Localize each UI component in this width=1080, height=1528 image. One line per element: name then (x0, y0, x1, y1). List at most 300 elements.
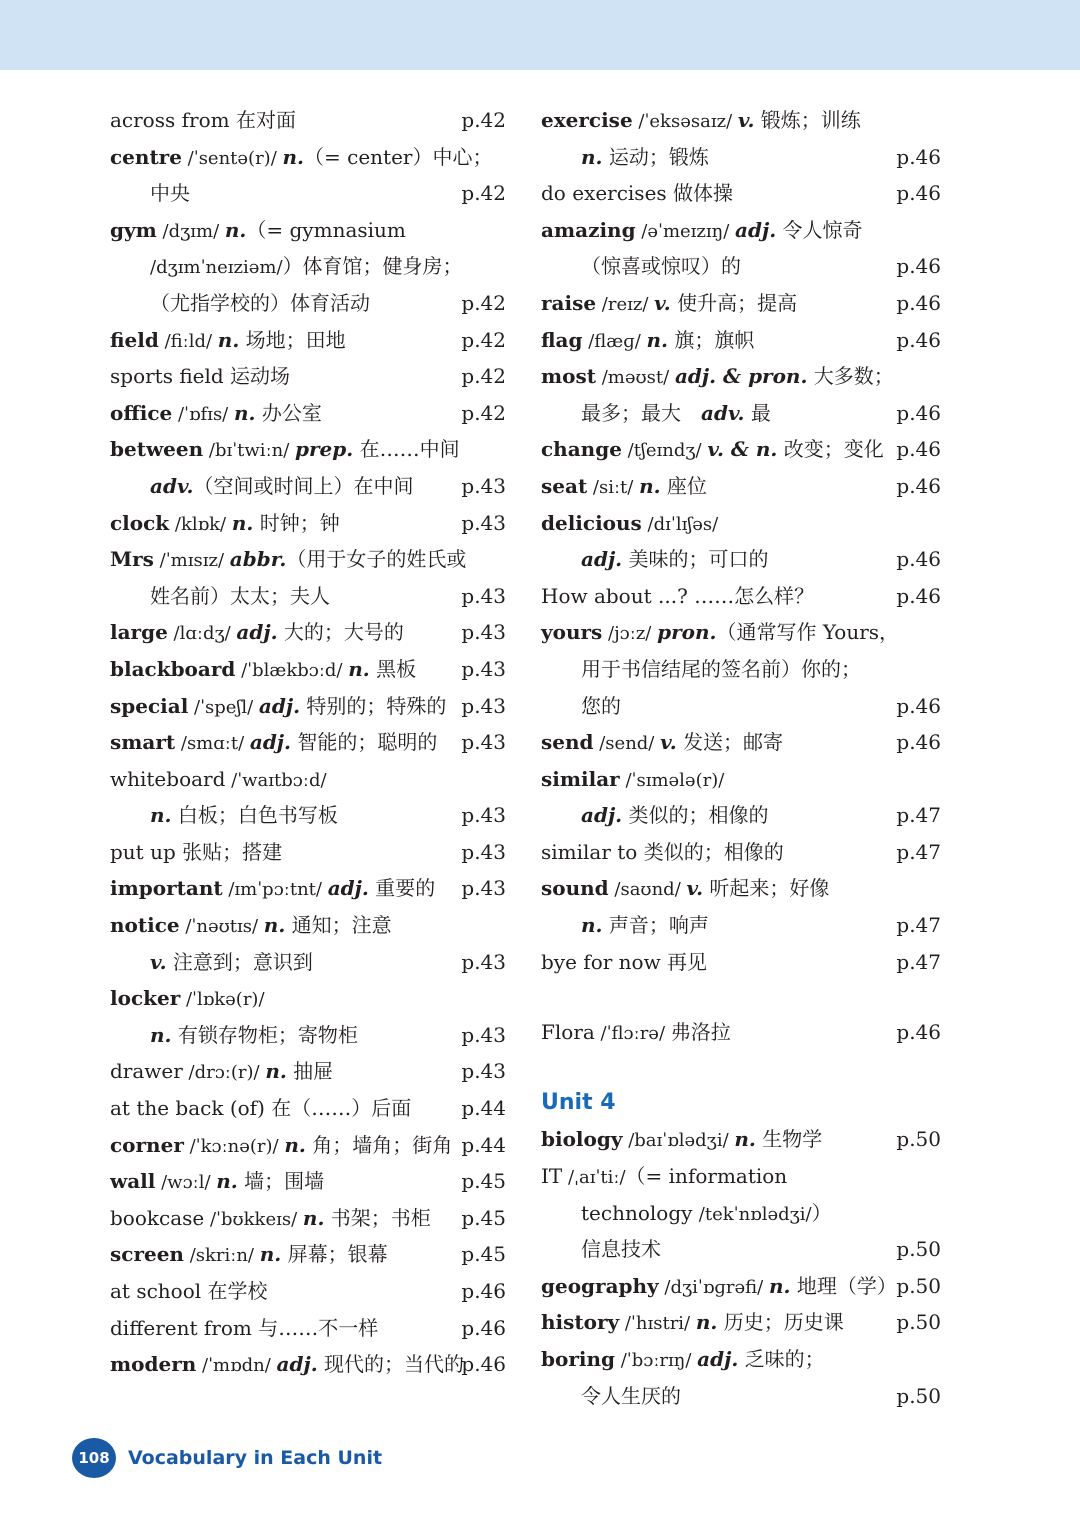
vocab-entry (110, 980, 510, 1017)
headword: modern (110, 1352, 197, 1377)
vocab-entry (110, 1163, 510, 1200)
entry-text (110, 614, 404, 653)
headword: sound (541, 876, 609, 901)
entry-continuation-line (110, 797, 510, 834)
part-of-speech: n. (265, 1059, 287, 1084)
headword: similar to (541, 839, 638, 864)
headword: similar (541, 766, 620, 791)
definition: 在对面 (229, 108, 296, 132)
definition: 发送；邮寄 (676, 730, 784, 755)
definition: 抽屉 (286, 1059, 334, 1084)
phonetic: /ˈflɔːrə/ (594, 1023, 671, 1045)
page-ref: p.43 (461, 510, 506, 535)
definition: 张贴；搭建 (175, 839, 283, 864)
entry-continuation-line (541, 395, 941, 432)
definition: 在……中间 (353, 437, 460, 462)
phonetic: /drɔː(r)/ (182, 1062, 266, 1084)
part-of-speech: n. (768, 1273, 791, 1298)
entry-text (541, 212, 863, 251)
headword: drawer (110, 1059, 183, 1084)
phonetic: /dʒɪmˈneɪziəm/ (150, 257, 283, 279)
definition: 地理（学） (790, 1273, 897, 1298)
section-gap (541, 1051, 941, 1085)
part-of-speech: n. (581, 913, 603, 938)
page-ref: p.47 (896, 949, 941, 974)
definition: 使升高；提高 (670, 290, 798, 315)
entry-text (110, 1346, 464, 1385)
vocab-entry (541, 1121, 941, 1158)
part-of-speech: n. (695, 1310, 718, 1335)
page-ref: p.43 (461, 1022, 506, 1047)
vocab-entry (110, 358, 510, 395)
page-ref: p.42 (461, 290, 506, 315)
headword: flag (541, 327, 583, 352)
headword: whiteboard (110, 766, 226, 791)
entry-continuation-line (541, 1195, 941, 1232)
headword: smart (110, 730, 176, 755)
vocab-entry (541, 578, 941, 615)
phonetic: /ˈblækbɔːd/ (235, 659, 349, 681)
entry-text (110, 834, 282, 871)
vocab-entry (541, 724, 941, 761)
vocab-entry (541, 468, 941, 505)
definition: 书架；书柜 (324, 1205, 431, 1230)
entry-text (110, 102, 296, 139)
part-of-speech: adj. (327, 876, 369, 901)
part-of-speech: adj. (236, 620, 278, 645)
definition: 历史；历史课 (717, 1310, 844, 1335)
phonetic: /ˈspeʃl/ (188, 696, 259, 718)
definition: 有锁存物柜；寄物柜 (171, 1022, 358, 1047)
part-of-speech: n. (150, 1022, 172, 1047)
entry-text (541, 870, 829, 909)
page-ref: p.47 (896, 913, 941, 938)
headword: seat (541, 473, 588, 498)
unit-heading: Unit 4 (541, 1089, 616, 1115)
entry-text (541, 285, 797, 324)
phonetic: /ˈbɔːrɪŋ/ (614, 1350, 698, 1371)
entry-text (110, 651, 416, 690)
phonetic: /ˈɒfɪs/ (172, 403, 234, 425)
entry-text (541, 1341, 825, 1380)
definition: （用于女子的姓氏或 (286, 547, 467, 572)
phonetic: /saʊnd/ (608, 879, 687, 901)
running-title: Vocabulary in Each Unit (128, 1447, 383, 1469)
entry-text (110, 358, 290, 395)
page-footer (72, 1438, 382, 1478)
part-of-speech: adv. (150, 473, 194, 498)
definition: 改变；变化 (777, 437, 884, 462)
definition: （= gymnasium (246, 217, 406, 242)
entry-continuation-line (541, 1231, 941, 1268)
definition: 生物学 (755, 1127, 823, 1152)
part-of-speech: n. (639, 473, 661, 498)
vocab-entry (541, 1158, 941, 1195)
phonetic: /ˌaɪˈtiː/ (562, 1167, 626, 1189)
phonetic: /flæɡ/ (582, 330, 647, 352)
definition: （尤指学校的）体育活动 (150, 290, 370, 315)
vocab-entry (110, 651, 510, 688)
headword: corner (110, 1132, 184, 1157)
entry-text (541, 1195, 832, 1234)
page-ref: p.42 (461, 327, 506, 352)
definition: 信息技术 (581, 1237, 661, 1262)
phonetic: /wɔːl/ (155, 1172, 217, 1194)
headword: put up (110, 839, 176, 864)
page-ref: p.50 (896, 1237, 941, 1262)
headword: between (110, 437, 204, 462)
entry-text (541, 395, 771, 432)
part-of-speech: v. (654, 290, 671, 315)
entry-text (541, 1268, 897, 1307)
page-ref: p.50 (896, 1310, 941, 1335)
definition: 中央 (150, 181, 190, 206)
phonetic: /tʃeɪndʒ/ (621, 440, 708, 462)
vocab-entry (541, 944, 941, 981)
phonetic: /ˈbʊkkeɪs/ (204, 1208, 303, 1230)
phonetic: /fiːld/ (158, 330, 218, 352)
definition: 注意到；意识到 (166, 949, 313, 974)
definition: 大的；大号的 (277, 620, 404, 645)
phonetic: /dɪˈlɪʃəs/ (641, 513, 719, 535)
phonetic: /ˈkɔːnə(r)/ (183, 1135, 285, 1157)
page-ref: p.46 (896, 437, 941, 462)
part-of-speech: adj. (581, 803, 623, 828)
page-ref: p.50 (896, 1273, 941, 1298)
phonetic: /skriːn/ (183, 1245, 260, 1267)
entry-continuation-line (110, 248, 510, 285)
part-of-speech: n. (284, 1132, 306, 1157)
part-of-speech: adj. (735, 217, 777, 242)
headword: gym (110, 217, 157, 242)
definition: 在（……）后面 (264, 1096, 412, 1121)
phonetic: /send/ (593, 733, 661, 755)
entry-continuation-line (541, 907, 941, 944)
headword: IT (541, 1164, 563, 1189)
vocab-entry (110, 834, 510, 871)
definition: 美味的；可口的 (622, 547, 769, 572)
page-ref: p.46 (896, 583, 941, 608)
entry-text (110, 1200, 431, 1239)
headword: office (110, 400, 173, 425)
section-gap (541, 980, 941, 1014)
part-of-speech: adv. (701, 400, 745, 425)
part-of-speech: n. (282, 144, 305, 169)
headword: important (110, 876, 223, 901)
part-of-speech: n. (233, 400, 256, 425)
vocab-entry (541, 285, 941, 322)
definition: 类似的；相像的 (622, 803, 769, 828)
entry-text (110, 1090, 411, 1127)
page-ref: p.43 (461, 803, 506, 828)
phonetic: /bɪˈtwiːn/ (203, 440, 296, 462)
definition: （通常写作 Yours， (716, 620, 900, 645)
part-of-speech: n. (734, 1127, 756, 1152)
phonetic: /əˈmeɪzɪŋ/ (635, 220, 736, 242)
vocab-entry (541, 322, 941, 359)
phonetic: /ˈeksəsaɪz/ (632, 111, 738, 132)
entry-continuation-line (541, 688, 941, 725)
vocab-entry (110, 1127, 510, 1164)
page-ref: p.44 (461, 1096, 506, 1121)
entry-text (110, 870, 435, 909)
definition: 弗洛拉 (670, 1020, 731, 1045)
part-of-speech: adj. & pron. (674, 364, 808, 389)
vocab-entry (541, 212, 941, 249)
entry-continuation-line (110, 175, 510, 212)
page-ref: p.43 (461, 949, 506, 974)
definition: technology (581, 1200, 699, 1225)
definition: 您的 (581, 693, 621, 718)
headword: bookcase (110, 1205, 205, 1230)
page-ref: p.46 (896, 327, 941, 352)
phonetic: /məʊst/ (596, 367, 675, 389)
entry-text (541, 651, 861, 688)
part-of-speech: adj. (276, 1352, 318, 1377)
entry-text (110, 688, 446, 727)
definition: （惊喜或惊叹）的 (581, 254, 741, 279)
entry-text (541, 944, 707, 981)
vocab-entry (110, 322, 510, 359)
headword: across from (110, 108, 230, 132)
entry-continuation-line (110, 944, 510, 981)
entry-text (541, 1304, 844, 1343)
entry-text (541, 541, 769, 578)
headword: biology (541, 1127, 623, 1152)
page-ref: p.46 (896, 144, 941, 169)
headword: geography (541, 1273, 659, 1298)
entry-text (541, 1378, 681, 1415)
headword: boring (541, 1347, 615, 1371)
part-of-speech: adj. (249, 730, 292, 755)
phonetic: /dʒiˈɒɡrəfi/ (658, 1276, 769, 1298)
page-ref: p.46 (461, 1352, 506, 1377)
vocab-entry (541, 1014, 941, 1051)
vocab-entry (110, 1310, 510, 1347)
headword: at the back (of) (110, 1096, 265, 1121)
entry-text (541, 724, 783, 763)
phonetic: /ˈnəʊtɪs/ (179, 916, 264, 938)
entry-text (541, 431, 884, 470)
definition: 乏味的； (738, 1347, 825, 1371)
entry-text (110, 1236, 388, 1275)
phonetic: /ɪmˈpɔːtnt/ (222, 879, 328, 901)
vocab-entry (110, 505, 510, 542)
part-of-speech: adj. (581, 547, 623, 572)
phonetic: /ˈmɒdn/ (196, 1355, 277, 1377)
vocab-entry (541, 175, 941, 212)
definition: 做体操 (666, 181, 734, 206)
page-ref: p.50 (896, 1127, 941, 1152)
entry-text (110, 505, 340, 544)
part-of-speech: v. (737, 108, 755, 132)
vocab-entry (110, 761, 510, 798)
definition: 屏幕；银幕 (281, 1242, 388, 1267)
definition: 办公室 (255, 400, 322, 425)
headword: raise (541, 290, 597, 315)
page-ref: p.43 (461, 583, 506, 608)
entry-text (541, 614, 899, 653)
entry-text (541, 907, 709, 944)
phonetic: /siːt/ (587, 476, 640, 498)
phonetic: /ˈmɪsɪz/ (153, 550, 230, 572)
page-ref: p.47 (896, 839, 941, 864)
vocab-entry (541, 1341, 941, 1378)
phonetic: /baɪˈɒlədʒi/ (622, 1130, 735, 1152)
vocab-column-right (541, 102, 941, 1414)
entry-text (110, 797, 338, 834)
definition: （= information (625, 1164, 788, 1189)
page-ref: p.46 (896, 693, 941, 718)
page-ref: p.43 (461, 1059, 506, 1084)
page-ref: p.46 (896, 181, 941, 206)
page-ref: p.42 (461, 400, 506, 425)
definition: 特别的；特殊的 (300, 693, 447, 718)
part-of-speech: v. & n. (707, 437, 778, 462)
vocab-entry (110, 1236, 510, 1273)
part-of-speech: n. (263, 913, 286, 938)
headword: How about ...? (541, 583, 688, 608)
entry-text (110, 541, 466, 580)
page-ref: p.43 (461, 473, 506, 498)
part-of-speech: n. (302, 1205, 325, 1230)
entry-text (541, 358, 894, 397)
headword: bye for now (541, 949, 661, 974)
page-ref: p.43 (461, 620, 506, 645)
vocab-entry (110, 212, 510, 249)
entry-text (110, 1163, 324, 1202)
entry-continuation-line (541, 139, 941, 176)
definition: 听起来；好像 (703, 876, 830, 901)
part-of-speech: v. (660, 730, 677, 755)
entry-continuation-line (541, 248, 941, 285)
entry-text (110, 1127, 452, 1166)
phonetic: /ˈsentə(r)/ (181, 147, 283, 169)
page-ref: p.43 (461, 693, 506, 718)
vocab-entry (541, 102, 941, 139)
entry-continuation-line (541, 1378, 941, 1415)
definition: 令人惊奇 (776, 217, 863, 242)
entry-continuation-line (110, 1017, 510, 1054)
phonetic: /reɪz/ (596, 293, 655, 315)
vocab-entry (110, 139, 510, 176)
top-color-band (0, 0, 1080, 70)
vocab-entry (541, 1304, 941, 1341)
headword: Flora (541, 1020, 595, 1045)
entry-text (110, 944, 313, 981)
page-ref: p.46 (896, 547, 941, 572)
page-ref: p.46 (896, 1020, 941, 1045)
entry-text (110, 468, 414, 505)
entry-text (110, 761, 327, 800)
vocab-entry (541, 505, 941, 542)
part-of-speech: adj. (697, 1347, 739, 1371)
phonetic: /ˈhɪstri/ (619, 1313, 696, 1335)
part-of-speech: v. (150, 949, 167, 974)
definition: 通知；注意 (285, 913, 392, 938)
entry-text (541, 175, 733, 212)
part-of-speech: n. (259, 1242, 282, 1267)
entry-text (110, 1310, 378, 1347)
definition: 墙；围墙 (237, 1169, 325, 1194)
entry-continuation-line (541, 651, 941, 688)
page-ref: p.46 (896, 400, 941, 425)
entry-text (541, 139, 709, 176)
headword: at school (110, 1279, 202, 1303)
vocab-entry (541, 834, 941, 871)
entry-text (541, 322, 754, 361)
definition: 再见 (660, 949, 708, 974)
headword: centre (110, 144, 182, 169)
part-of-speech: n. (216, 1169, 238, 1194)
phonetic: /klɒk/ (169, 513, 232, 535)
part-of-speech: prep. (295, 437, 354, 462)
headword: blackboard (110, 656, 236, 681)
vocab-entry (110, 395, 510, 432)
entry-text (541, 1121, 822, 1160)
part-of-speech: abbr. (229, 547, 287, 572)
headword: screen (110, 1242, 184, 1267)
vocab-entry (110, 688, 510, 725)
vocab-entry (110, 431, 510, 468)
entry-text (110, 395, 322, 434)
vocab-entry (110, 724, 510, 761)
definition: 旗；旗帜 (668, 327, 755, 352)
phonetic: /ˈlɒkə(r)/ (180, 989, 265, 1011)
entry-text (541, 1231, 661, 1268)
entry-text (110, 212, 406, 251)
vocab-entry (541, 358, 941, 395)
vocab-entry (541, 870, 941, 907)
definition: 用于书信结尾的签名前）你的； (581, 656, 861, 681)
page-ref: p.46 (461, 1315, 506, 1340)
definition: 重要的 (368, 876, 436, 901)
entry-text (541, 797, 769, 834)
headword: notice (110, 913, 180, 938)
entry-text (110, 1273, 268, 1310)
part-of-speech: adj. (258, 693, 301, 718)
entry-text (110, 907, 392, 946)
page-ref: p.46 (896, 290, 941, 315)
entry-continuation-line (110, 578, 510, 615)
page-number-badge: 108 (72, 1438, 116, 1478)
vocab-entry (110, 1090, 510, 1127)
vocab-entry (541, 761, 941, 798)
headword: sports field (110, 364, 224, 389)
definition: 现代的；当代的 (317, 1352, 465, 1377)
headword: wall (110, 1169, 156, 1194)
headword: Mrs (110, 547, 154, 572)
page-ref: p.42 (461, 364, 506, 389)
phonetic: /jɔːz/ (602, 623, 658, 645)
entry-text (541, 248, 741, 285)
entry-text (110, 175, 190, 212)
entry-continuation-line (110, 468, 510, 505)
definition: 运动场 (223, 364, 291, 389)
entry-text (110, 322, 346, 361)
definition: 角；墙角；街角 (305, 1132, 453, 1157)
headword: different from (110, 1315, 252, 1340)
entry-text (541, 761, 724, 800)
headword: amazing (541, 217, 636, 242)
entry-text (541, 505, 718, 544)
part-of-speech: v. (686, 876, 704, 901)
definition: 座位 (660, 473, 707, 498)
page-ref: p.45 (461, 1169, 506, 1194)
headword: yours (541, 620, 603, 645)
definition: 最 (744, 400, 771, 425)
part-of-speech: n. (581, 144, 603, 169)
